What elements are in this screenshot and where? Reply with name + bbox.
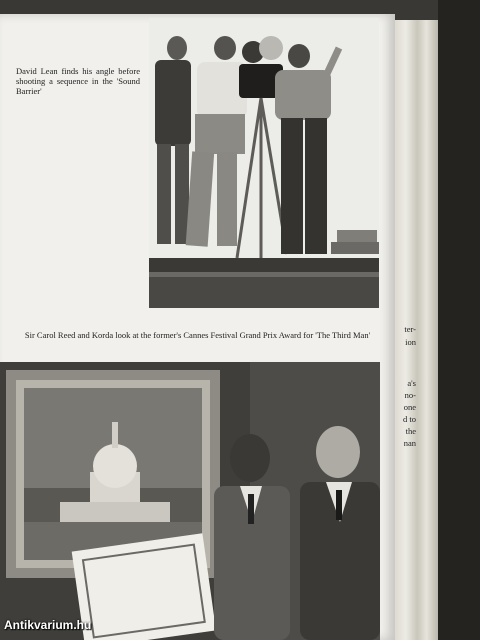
facing-page-fragment: ion bbox=[405, 337, 416, 347]
photo-award-presentation bbox=[0, 362, 380, 640]
facing-page-fragment: ter- bbox=[404, 324, 416, 334]
caption-carol-reed-korda: Sir Carol Reed and Korda look at the former's Cannes Festival Grand Prix Award for 'The Third Man' bbox=[24, 330, 371, 340]
photo-film-crew-illustration bbox=[149, 18, 379, 308]
facing-page-fragment: nan bbox=[403, 438, 416, 448]
facing-page-fragment: no- bbox=[404, 390, 416, 400]
photo-award-illustration bbox=[0, 362, 380, 640]
photo-film-crew bbox=[149, 18, 379, 308]
watermark: Antikvarium.hu bbox=[4, 618, 92, 632]
facing-page-fragment: d to bbox=[403, 414, 416, 424]
caption-david-lean: David Lean finds his angle before shooting a sequence in the 'Sound Barrier' bbox=[16, 66, 140, 96]
facing-page-fragment: a's bbox=[407, 378, 416, 388]
facing-page-fragment: the bbox=[405, 426, 416, 436]
backdrop-right bbox=[438, 0, 480, 640]
facing-page-fragment: one bbox=[403, 402, 416, 412]
